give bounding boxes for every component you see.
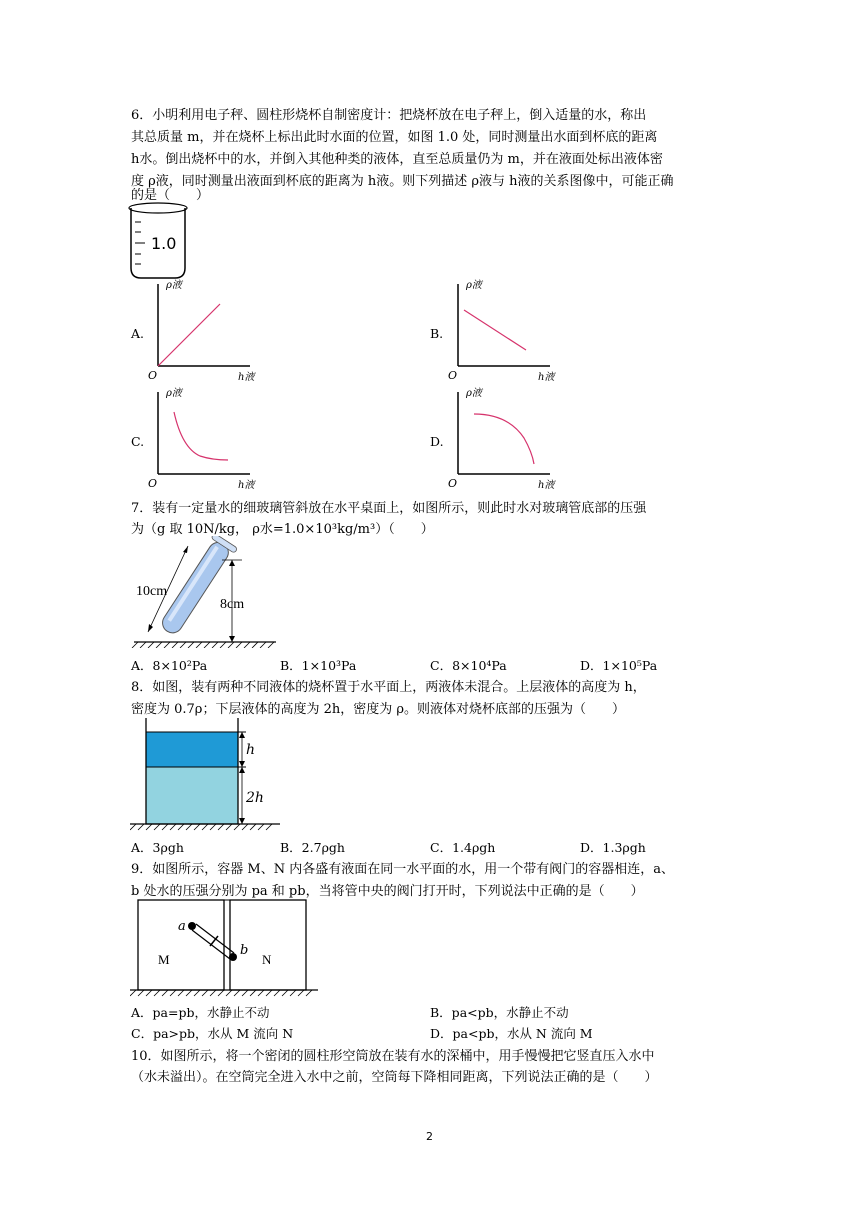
q7-text-line-2: 为（g 取 10N/kg， ρ水=1.0×10³kg/m³）（ ） bbox=[131, 522, 434, 537]
svg-text:ρ液: ρ液 bbox=[166, 388, 182, 399]
q6-text-line-3: h水。倒出烧杯中的水，并倒入其他种类的液体，直至总质量仍为 m，并在液面处标出液体密 bbox=[131, 152, 663, 167]
q8-beaker-figure bbox=[130, 714, 280, 836]
svg-text:2h: 2h bbox=[246, 790, 264, 806]
svg-text:8cm: 8cm bbox=[220, 597, 245, 612]
q6-option-c-label[interactable]: C. bbox=[131, 434, 145, 449]
svg-text:h液: h液 bbox=[538, 372, 555, 383]
svg-text:10cm: 10cm bbox=[136, 584, 168, 599]
q9-option-b[interactable]: B．pa<pb，水静止不动 bbox=[430, 1005, 569, 1020]
q6-text-line-4: 度 ρ液，同时测量出液面到杯底的距离为 h液。则下列描述 ρ液与 h液的关系图像中，可能正确 bbox=[131, 174, 674, 189]
svg-text:O: O bbox=[448, 477, 458, 490]
q6-option-d-label[interactable]: D. bbox=[430, 434, 444, 449]
svg-text:a: a bbox=[178, 919, 186, 934]
graph-c-curve bbox=[174, 412, 228, 460]
q8-text-line-1: 8．如图，装有两种不同液体的烧杯置于水平面上，两液体未混合。上层液体的高度为 h， bbox=[131, 680, 646, 695]
graph-b-line bbox=[464, 310, 526, 350]
beaker-figure bbox=[125, 200, 195, 282]
q6-graph-c[interactable] bbox=[148, 386, 258, 494]
q6-option-a-label[interactable]: A. bbox=[131, 326, 145, 341]
q6-option-b-label[interactable]: B. bbox=[430, 326, 444, 341]
graph-a-line bbox=[158, 304, 220, 366]
q7-text-line-1: 7．装有一定量水的细玻璃管斜放在水平桌面上，如图所示，则此时水对玻璃管底部的压强 bbox=[131, 501, 647, 516]
beaker-mark-label: 1.0 bbox=[151, 234, 177, 253]
q9-text-line-1: 9．如图所示，容器 M、N 内各盛有液面在同一水平面的水，用一个带有阀门的容器相连，a、 bbox=[131, 862, 674, 877]
q8-option-c[interactable]: C．1.4ρgh bbox=[430, 840, 496, 855]
q8-option-d[interactable]: D．1.3ρgh bbox=[580, 840, 646, 855]
svg-text:b: b bbox=[240, 943, 249, 958]
q8-text-line-2: 密度为 0.7ρ；下层液体的高度为 2h，密度为 ρ。则液体对烧杯底部的压强为（ ） bbox=[131, 702, 626, 717]
page-number: 2 bbox=[426, 1130, 433, 1143]
q10-text-line-1: 10．如图所示，将一个密闭的圆柱形空筒放在装有水的深桶中，用手慢慢把它竖直压入水中 bbox=[131, 1049, 655, 1064]
svg-text:M: M bbox=[158, 952, 170, 967]
q8-option-a[interactable]: A．3ρgh bbox=[131, 840, 184, 855]
svg-text:ρ液: ρ液 bbox=[466, 280, 482, 291]
svg-text:O: O bbox=[148, 477, 158, 490]
svg-text:O: O bbox=[148, 369, 158, 382]
q7-option-b[interactable]: B．1×10³Pa bbox=[280, 658, 357, 673]
q6-graph-d[interactable] bbox=[448, 386, 558, 494]
svg-text:h液: h液 bbox=[238, 480, 255, 491]
point-a bbox=[188, 922, 196, 930]
svg-text:ρ液: ρ液 bbox=[166, 280, 182, 291]
q9-text-line-2: b 处水的压强分别为 pa 和 pb，当将管中央的阀门打开时，下列说法中正确的是（ ） bbox=[131, 884, 644, 899]
svg-text:h: h bbox=[246, 742, 256, 758]
svg-text:ρ液: ρ液 bbox=[466, 388, 482, 399]
upper-liquid bbox=[146, 732, 238, 767]
q6-graph-b[interactable] bbox=[448, 278, 558, 386]
q7-tube-figure bbox=[130, 536, 280, 648]
q6-text-line-1: 6．小明利用电子秤、圆柱形烧杯自制密度计：把烧杯放在电子秤上，倒入适量的水，称出 bbox=[131, 108, 647, 123]
svg-text:O: O bbox=[448, 369, 458, 382]
q7-option-d[interactable]: D．1×10⁵Pa bbox=[580, 658, 658, 673]
q7-option-a[interactable]: A．8×10²Pa bbox=[131, 658, 208, 673]
q9-option-a[interactable]: A．pa=pb，水静止不动 bbox=[131, 1005, 270, 1020]
q9-containers-figure bbox=[130, 896, 320, 1000]
point-b bbox=[229, 953, 237, 961]
q9-option-d[interactable]: D．pa<pb，水从 N 流向 M bbox=[430, 1026, 593, 1041]
svg-text:h液: h液 bbox=[538, 480, 555, 491]
svg-text:h液: h液 bbox=[238, 372, 255, 383]
q6-text-line-2: 其总质量 m，并在烧杯上标出此时水面的位置，如图 1.0 处，同时测量出水面到杯底的距离 bbox=[131, 130, 658, 145]
q7-option-c[interactable]: C．8×10⁴Pa bbox=[430, 658, 507, 673]
q6-text-line-5: 的是（ ） bbox=[131, 188, 210, 203]
lower-liquid bbox=[146, 767, 238, 824]
q6-graph-a[interactable] bbox=[148, 278, 258, 386]
graph-d-curve bbox=[474, 414, 534, 464]
q10-text-line-2: （水未溢出）。在空筒完全进入水中之前，空筒每下降相同距离，下列说法正确的是（ ） bbox=[131, 1070, 658, 1085]
q8-option-b[interactable]: B．2.7ρgh bbox=[280, 840, 345, 855]
q9-option-c[interactable]: C．pa>pb，水从 M 流向 N bbox=[131, 1026, 294, 1041]
svg-text:N: N bbox=[262, 952, 272, 967]
